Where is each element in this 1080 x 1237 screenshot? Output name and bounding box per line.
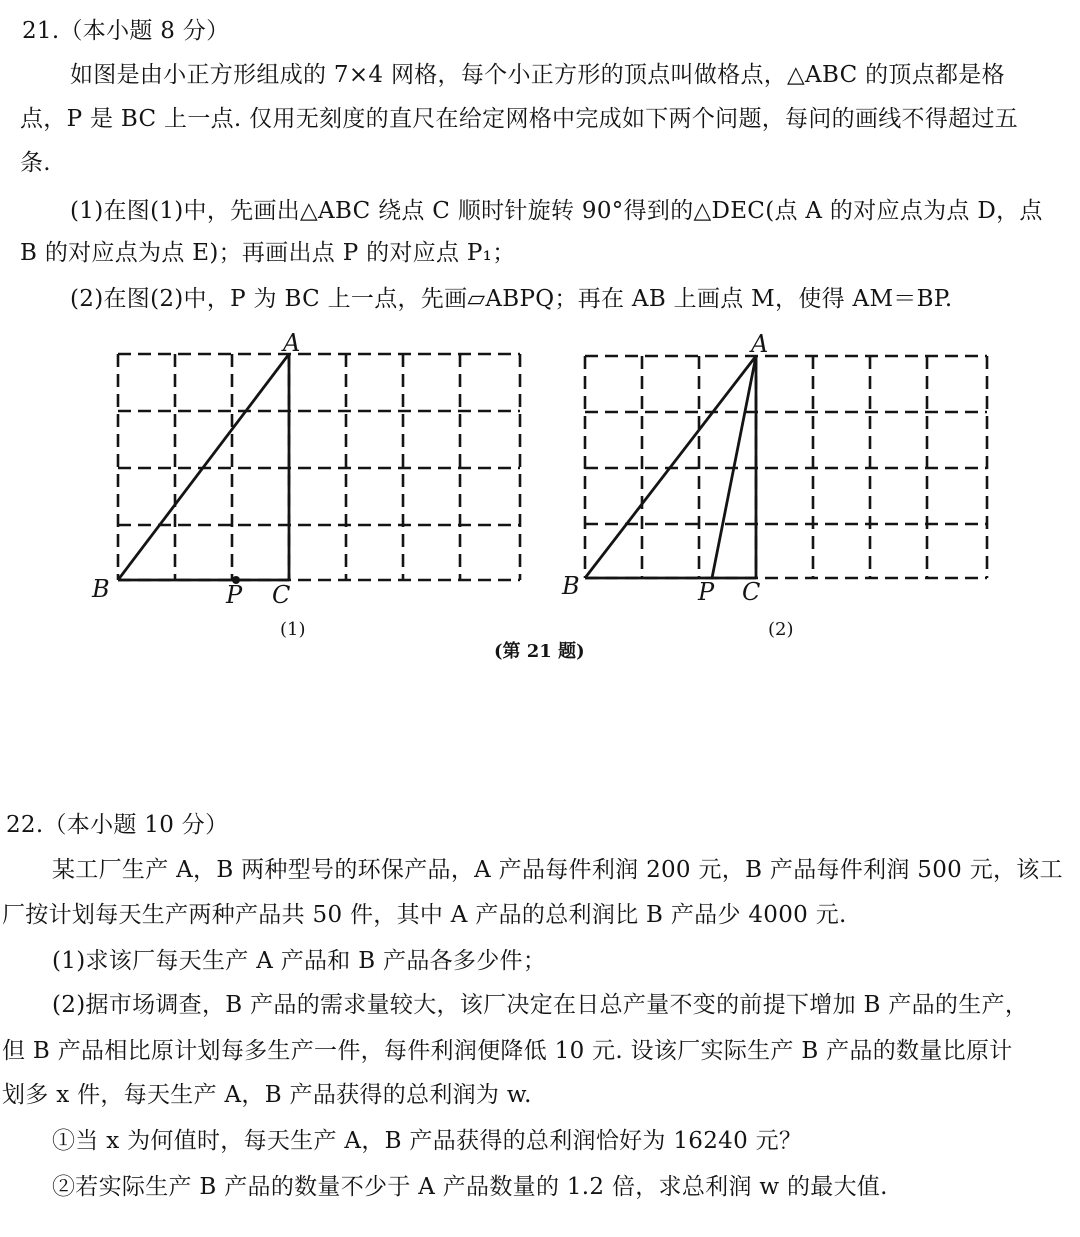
q22-part2-sub-2: ②若实际生产 B 产品的数量不少于 A 产品数量的 1.2 倍，求总利润 w 的最大值. xyxy=(52,1174,888,1200)
q22-text-line-2: 厂按计划每天生产两种产品共 50 件，其中 A 产品的总利润比 B 产品少 4000 元. xyxy=(2,902,847,928)
q21-text-line-1: 如图是由小正方形组成的 7×4 网格，每个小正方形的顶点叫做格点，△ABC 的顶点都是格 xyxy=(70,62,1005,88)
q21-header: 21.（本小题 8 分） xyxy=(22,18,230,44)
figure-2-grid xyxy=(585,356,987,578)
figure-2-label-c: C xyxy=(742,578,761,606)
figure-1-label-c: C xyxy=(272,581,291,609)
q21-part1-line-1: (1)在图(1)中，先画出△ABC 绕点 C 顺时针旋转 90°得到的△DEC(点 A 的对应点为点 D，点 xyxy=(70,198,1043,224)
figure-2-label-a: A xyxy=(751,330,769,358)
figure-1-label-b: B xyxy=(92,575,110,603)
q22-header: 22.（本小题 10 分） xyxy=(6,812,229,838)
figure-title: (第 21 题) xyxy=(494,641,585,662)
q22-part1: (1)求该厂每天生产 A 产品和 B 产品各多少件； xyxy=(52,948,547,974)
figure-2 xyxy=(0,0,1000,620)
figure-1-caption: (1) xyxy=(280,619,306,640)
q22-part2-line-1: (2)据市场调查，B 产品的需求量较大，该厂决定在日总产量不变的前提下增加 B 产品的生产， xyxy=(52,992,1029,1018)
q21-part1-line-2: B 的对应点为点 E)；再画出点 P 的对应点 P₁； xyxy=(20,240,516,266)
figure-1-label-p: P xyxy=(226,581,243,609)
q22-text-line-1: 某工厂生产 A，B 两种型号的环保产品，A 产品每件利润 200 元，B 产品每件利润 500 元，该工 xyxy=(52,857,1063,883)
figure-1-label-a: A xyxy=(283,329,301,357)
q22-part2-sub-1: ①当 x 为何值时，每天生产 A，B 产品获得的总利润恰好为 16240 元？ xyxy=(52,1128,803,1154)
figure-2-label-b: B xyxy=(562,572,580,600)
figure-2-label-p: P xyxy=(698,578,715,606)
q21-text-line-2: 点，P 是 BC 上一点. 仅用无刻度的直尺在给定网格中完成如下两个问题，每问的画线不得超过五 xyxy=(20,106,1019,132)
q22-part2-line-2: 但 B 产品相比原计划每多生产一件，每件利润便降低 10 元. 设该厂实际生产 B 产品的数量比原计 xyxy=(2,1038,1013,1064)
q21-part2-line: (2)在图(2)中，P 为 BC 上一点，先画▱ABPQ；再在 AB 上画点 M，使得 AM＝BP. xyxy=(70,286,953,312)
q21-text-line-3: 条. xyxy=(20,150,51,176)
q22-part2-line-3: 划多 x 件，每天生产 A，B 产品获得的总利润为 w. xyxy=(2,1082,532,1108)
figure-2-caption: (2) xyxy=(768,619,794,640)
